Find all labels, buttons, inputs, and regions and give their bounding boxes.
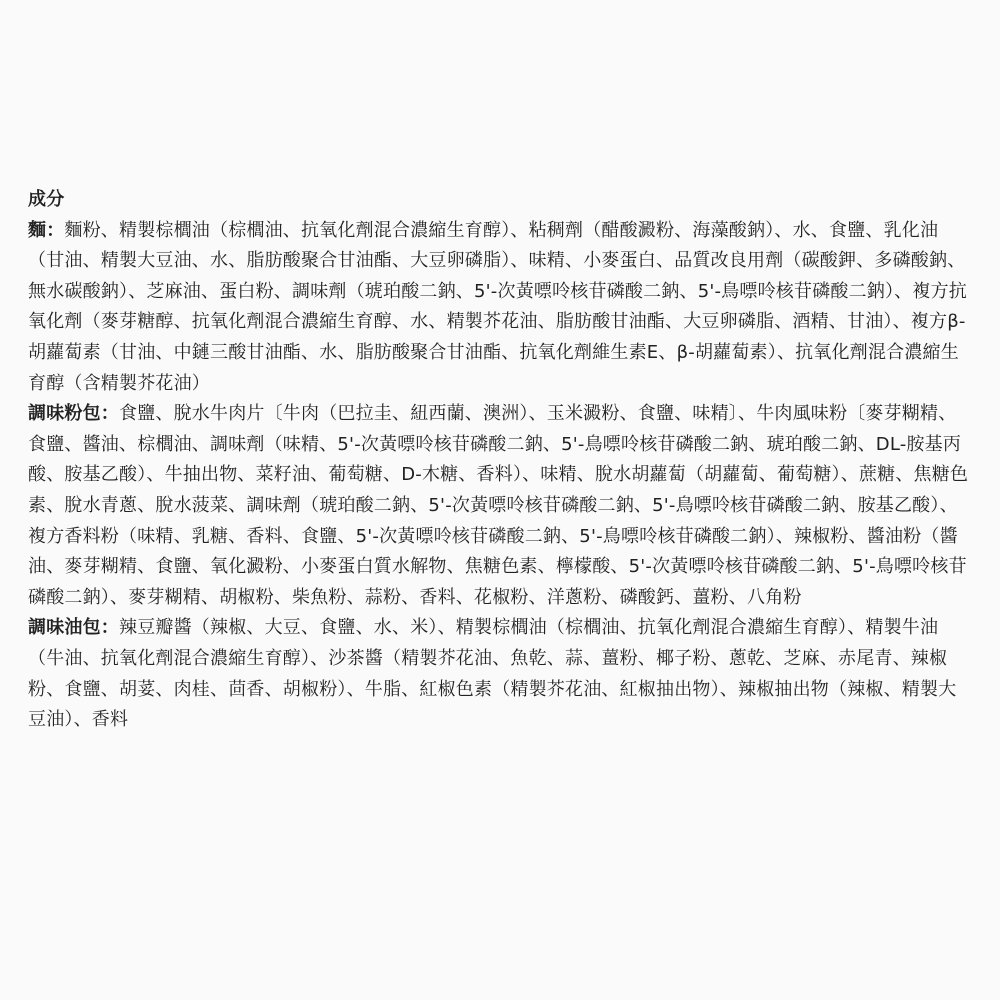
noodle-ingredients-text: 麵粉、精製棕櫚油（棕櫚油、抗氧化劑混合濃縮生育醇）、粘稠劑（醋酸澱粉、海藻酸鈉）、水、食鹽、乳化油（甘油、精製大豆油、水、脂肪酸聚合甘油酯、大豆卵磷脂）、味精、小麥蛋白、品質改良用劑（碳酸鉀、多磷酸鈉、無水碳酸鈉）、芝麻油、蛋白粉、調味劑（琥珀酸二鈉、5'-次黃嘌呤核苷磷酸二鈉、5'-鳥嘌呤核苷磷酸二鈉）、複方抗氧化劑（麥芽糖醇、抗氧化劑混合濃縮生育醇、水、精製芥花油、脂肪酸甘油酯、大豆卵磷脂、酒精、甘油）、複方β-胡蘿蔔素（甘油、中鏈三酸甘油酯、水、脂肪酸聚合甘油酯、抗氧化劑維生素E、β-胡蘿蔔素）、抗氧化劑混合濃縮生育醇（含精製芥花油） (28, 219, 967, 394)
seasoning-powder-label: 調味粉包： (28, 403, 119, 425)
seasoning-oil-ingredients (28, 613, 972, 735)
seasoning-powder-ingredients-text: 食鹽、脫水牛肉片〔牛肉（巴拉圭、紐西蘭、澳洲）、玉米澱粉、食鹽、味精〕、牛肉風味粉〔麥芽糊精、食鹽、醬油、棕櫚油、調味劑（味精、5'-次黃嘌呤核苷磷酸二鈉、5'-鳥嘌呤核苷磷酸二鈉、琥珀酸二鈉、DL-胺基丙酸、胺基乙酸）、牛抽出物、菜籽油、葡萄糖、D-木糖、香料）、味精、脫水胡蘿蔔（胡蘿蔔、葡萄糖）、蔗糖、焦糖色素、脫水青蔥、脫水菠菜、調味劑（琥珀酸二鈉、5'-次黃嘌呤核苷磷酸二鈉、5'-鳥嘌呤核苷磷酸二鈉、胺基乙酸）、複方香料粉（味精、乳糖、香料、食鹽、5'-次黃嘌呤核苷磷酸二鈉、5'-鳥嘌呤核苷磷酸二鈉）、辣椒粉、醬油粉（醬油、麥芽糊精、食鹽、氧化澱粉、小麥蛋白質水解物、焦糖色素、檸檬酸、5'-次黃嘌呤核苷磷酸二鈉、5'-鳥嘌呤核苷磷酸二鈉）、麥芽糊精、胡椒粉、柴魚粉、蒜粉、香料、花椒粉、洋蔥粉、磷酸鈣、薑粉、八角粉 (28, 403, 969, 608)
ingredients-document (28, 185, 972, 736)
seasoning-oil-label: 調味油包： (28, 617, 119, 639)
noodle-label: 麵： (28, 219, 65, 241)
ingredients-title: 成分 (28, 189, 65, 210)
seasoning-oil-ingredients-text: 辣豆瓣醬（辣椒、大豆、食鹽、水、米）、精製棕櫚油（棕櫚油、抗氧化劑混合濃縮生育醇）、精製牛油（牛油、抗氧化劑混合濃縮生育醇）、沙茶醬（精製芥花油、魚乾、蒜、薑粉、椰子粉、蔥乾、芝麻、赤尾青、辣椒粉、食鹽、胡荽、肉桂、茴香、胡椒粉）、牛脂、紅椒色素（精製芥花油、紅椒抽出物）、辣椒抽出物（辣椒、精製大豆油）、香料 (28, 617, 957, 731)
noodle-ingredients (28, 216, 972, 400)
seasoning-powder-ingredients (28, 399, 972, 613)
